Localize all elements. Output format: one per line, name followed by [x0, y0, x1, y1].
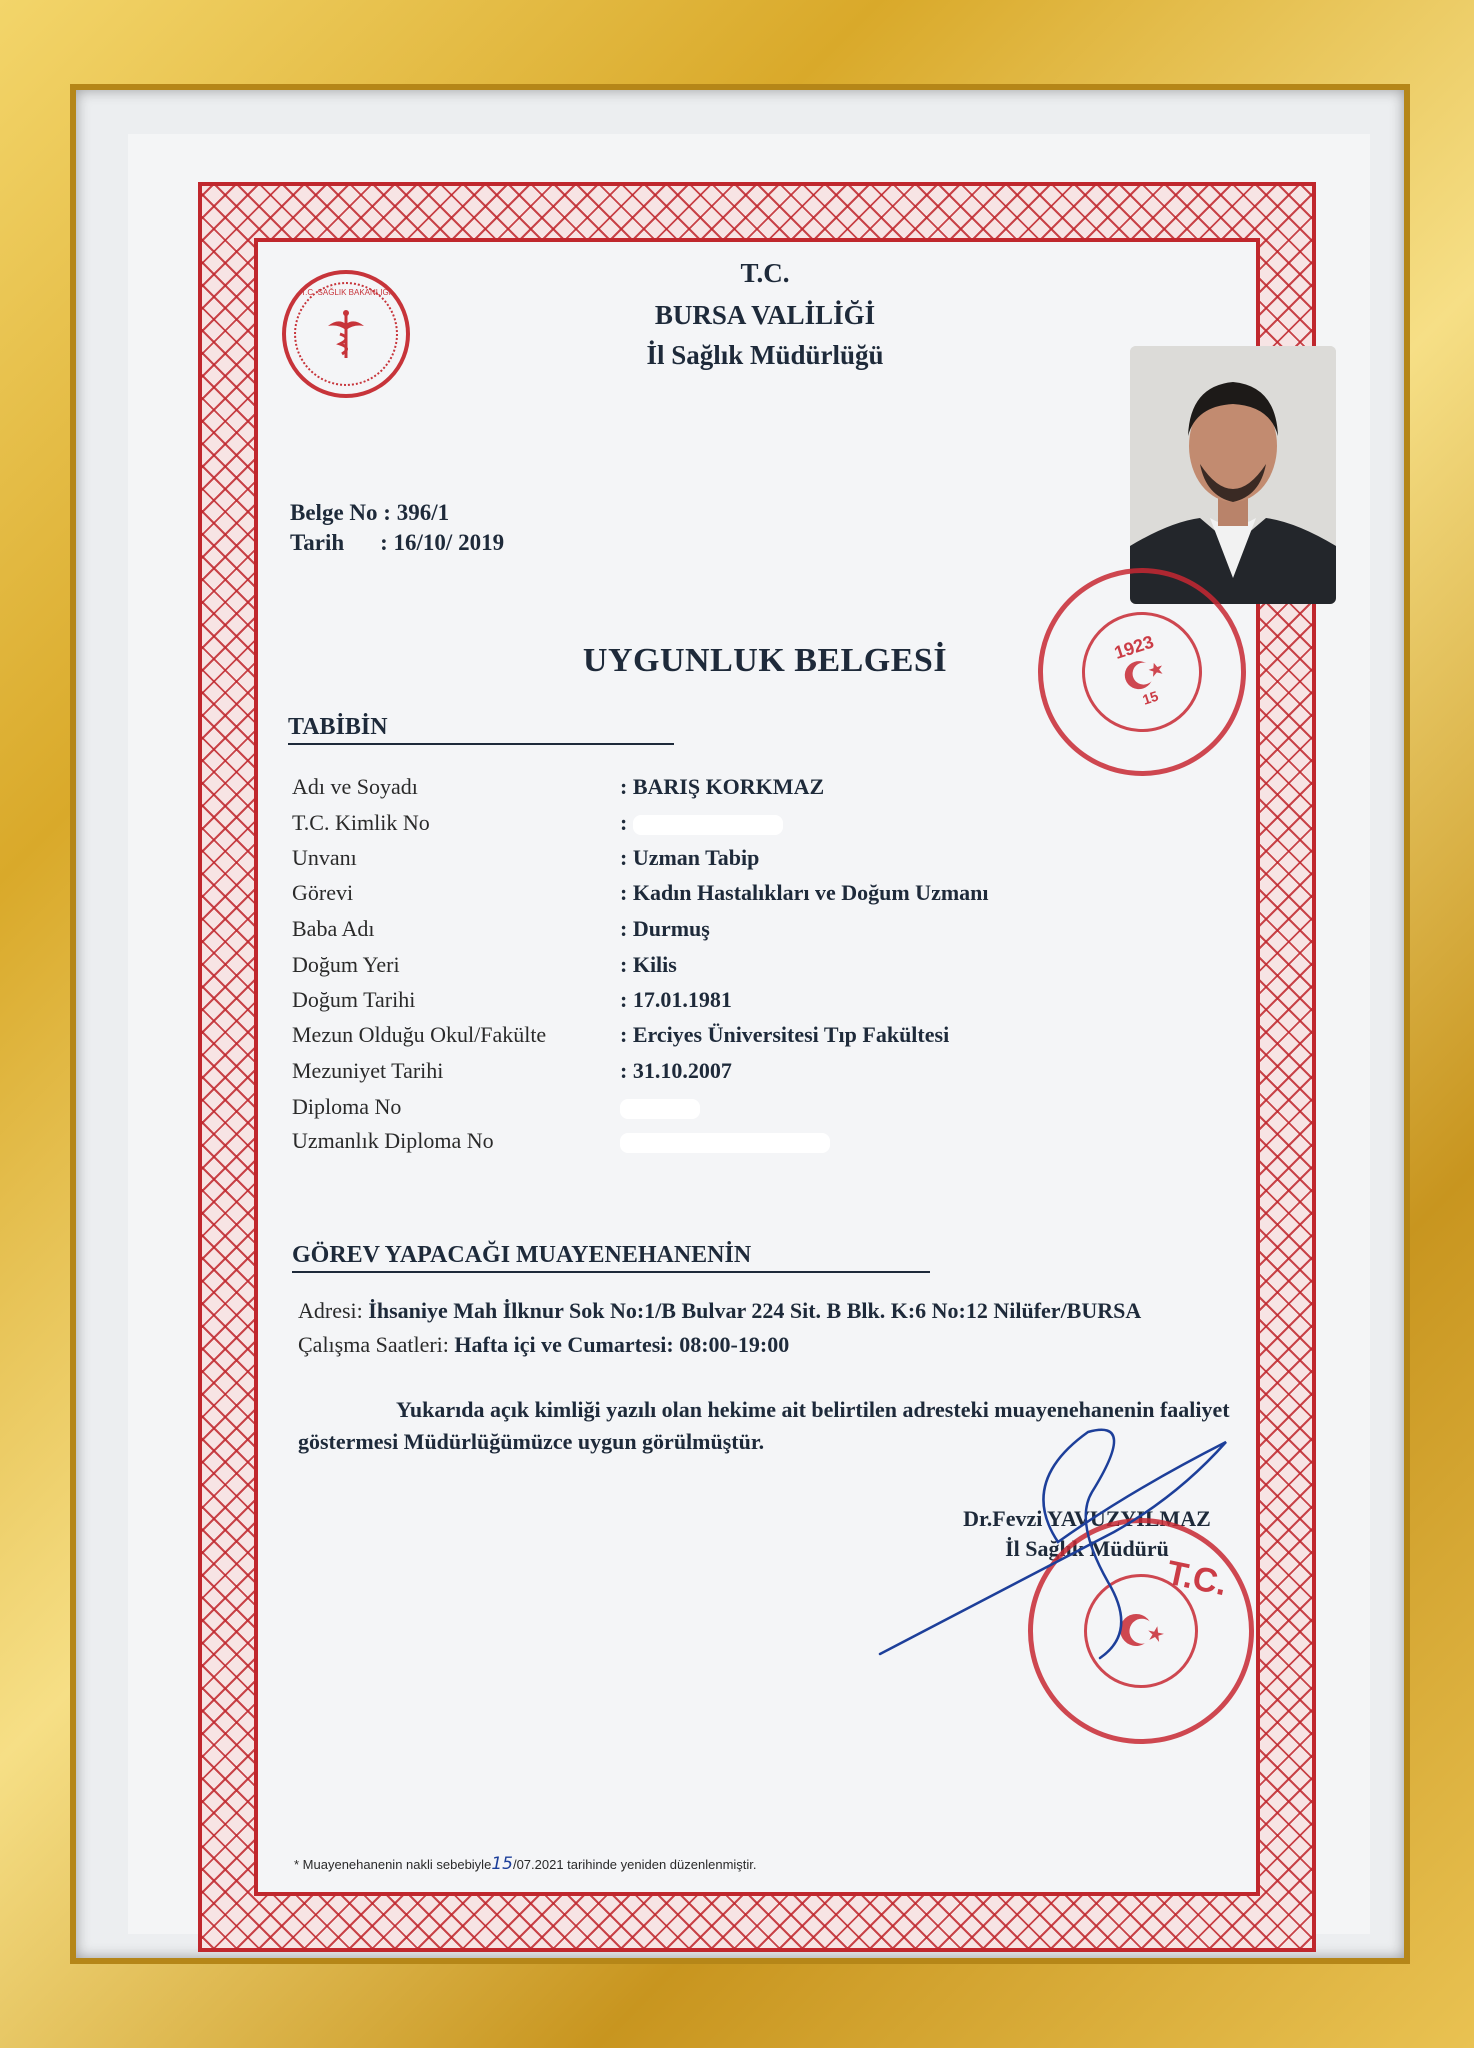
logo-text: T.C. SAĞLIK BAKANLIĞI [301, 288, 391, 297]
field-value: Durmuş [632, 916, 710, 941]
redaction-mark [633, 815, 783, 835]
field-value: Kilis [632, 952, 677, 977]
footnote-handwritten-day: 15 [491, 1854, 513, 1874]
footnote-prefix: * Muayenehanenin nakli sebebiyle [294, 1857, 492, 1872]
field-value: 17.01.1981 [632, 987, 732, 1012]
document-number-label: Belge No [290, 500, 378, 525]
signatory-name: Dr.Fevzi YAVUZYILMAZ [963, 1506, 1211, 1531]
redaction-mark [620, 1099, 700, 1119]
document-title: UYGUNLUK BELGESİ [582, 642, 948, 679]
footnote-suffix: /07.2021 tarihinde yeniden düzenlenmiştir. [512, 1857, 757, 1872]
reissue-footnote [294, 1854, 757, 1874]
document-body: T.C. SAĞLIK BAKANLIĞI T.C. BURSA VALİLİĞİ İl Sağlık Müdürlüğü 1923 15 Belge No : 396/1 Tarih : 16/10/ 2019 UYGUNLUK BELGESİ TABİBİN Adı ve Soyadı : BARIŞ KORKMAZ T.C. Kimlik No : Unvanı : Uzman Tabip Görevi : Kadın Hastalıkları ve Doğum Uzmanı Baba Adı : Durmuş Doğum Yeri : Kilis Doğum Tarihi : 17.01.1981 Mezun Olduğu Okul/Fakülte : Erciyes Üniversitesi Tıp Fakültesi Mezuniyet Tarihi : 31.10.2007 Diploma No Uzmanlık Diploma No GÖREV YAPACAĞI MUAYENEHANENİN Adresi: İhsaniye Mah İlknur Sok No:1/B Bulvar 224 Sit. B Blk. K:6 No:12 Nilüfer/BURSA Çalışma Saatleri: Hafta içi ve Cumartesi: 08:00-19:00 Yukarıda açık kimliği yazılı olan hekime ait belirtilen adresteki muayenehanenin faaliyet göstermesi Müdürlüğümüzce uygun görülmüştür. Dr.Fevzi YAVUZYILMAZ İl Sağlık Müdürü T.C. * Muayenehanenin nakli sebebiyle15/07.2021 tarihinde yeniden düzenlenmiştir. [254, 238, 1260, 1896]
field-label: Baba Adı [292, 916, 375, 941]
signatory-title: İl Sağlık Müdürü [1005, 1536, 1169, 1561]
document-date-value: 16/10/ 2019 [393, 530, 505, 555]
section-clinic-heading: GÖREV YAPACAĞI MUAYENEHANENİN [292, 1242, 930, 1273]
approval-statement: Yukarıda açık kimliği yazılı olan hekime ait belirtilen adresteki muayenehanenin faaliyet göstermesi Müdürlüğümüzce uygun görülmüştür. [298, 1397, 1230, 1454]
handwritten-signature [878, 1422, 1238, 1672]
decorative-border [198, 182, 1316, 1952]
document-date-label: Tarih [290, 530, 345, 555]
document-number: Belge No : 396/1 [290, 500, 450, 525]
document-paper [128, 134, 1370, 1934]
document-date: Tarih : 16/10/ 2019 [290, 530, 505, 555]
field-label: Adı ve Soyadı [292, 774, 418, 799]
clinic-hours [298, 1332, 789, 1358]
header-tc: T.C. [740, 258, 790, 288]
field-label: Görevi [292, 880, 354, 905]
field-value: BARIŞ KORKMAZ [632, 774, 825, 799]
field-label: Uzmanlık Diploma No [292, 1128, 494, 1153]
document-number-value: 396/1 [396, 500, 450, 525]
field-label: Doğum Tarihi [292, 987, 416, 1012]
portrait-photo [1130, 346, 1336, 604]
clinic-address-value: İhsaniye Mah İlknur Sok No:1/B Bulvar 224 Sit. B Blk. K:6 No:12 Nilüfer/BURSA [368, 1298, 1142, 1323]
field-value: Kadın Hastalıkları ve Doğum Uzmanı [632, 880, 989, 905]
header-directorate: İl Sağlık Müdürlüğü [646, 340, 884, 370]
field-value: Uzman Tabip [632, 845, 760, 870]
clinic-hours-label: Çalışma Saatleri: [298, 1332, 449, 1357]
field-label: Mezun Olduğu Okul/Fakülte [292, 1022, 547, 1047]
stamp-number: 15 [1140, 688, 1161, 709]
header-governorship: BURSA VALİLİĞİ [654, 300, 876, 330]
field-label: T.C. Kimlik No [292, 810, 430, 835]
clinic-address [298, 1298, 1141, 1324]
field-label: Mezuniyet Tarihi [292, 1058, 444, 1083]
section-physician-heading: TABİBİN [288, 714, 674, 745]
clinic-address-label: Adresi: [298, 1298, 363, 1323]
clinic-hours-value: Hafta içi ve Cumartesi: 08:00-19:00 [454, 1332, 790, 1357]
stamp-tc-text: T.C. [1163, 1553, 1231, 1604]
field-label: Unvanı [292, 845, 357, 870]
frame-mat [70, 84, 1410, 1964]
stamp-year: 1923 [1111, 632, 1157, 664]
field-label: Doğum Yeri [292, 952, 400, 977]
redaction-mark [620, 1133, 830, 1153]
field-label: Diploma No [292, 1094, 402, 1119]
field-value: 31.10.2007 [632, 1058, 732, 1083]
ministry-logo [282, 270, 410, 398]
field-value: Erciyes Üniversitesi Tıp Fakültesi [632, 1022, 950, 1047]
